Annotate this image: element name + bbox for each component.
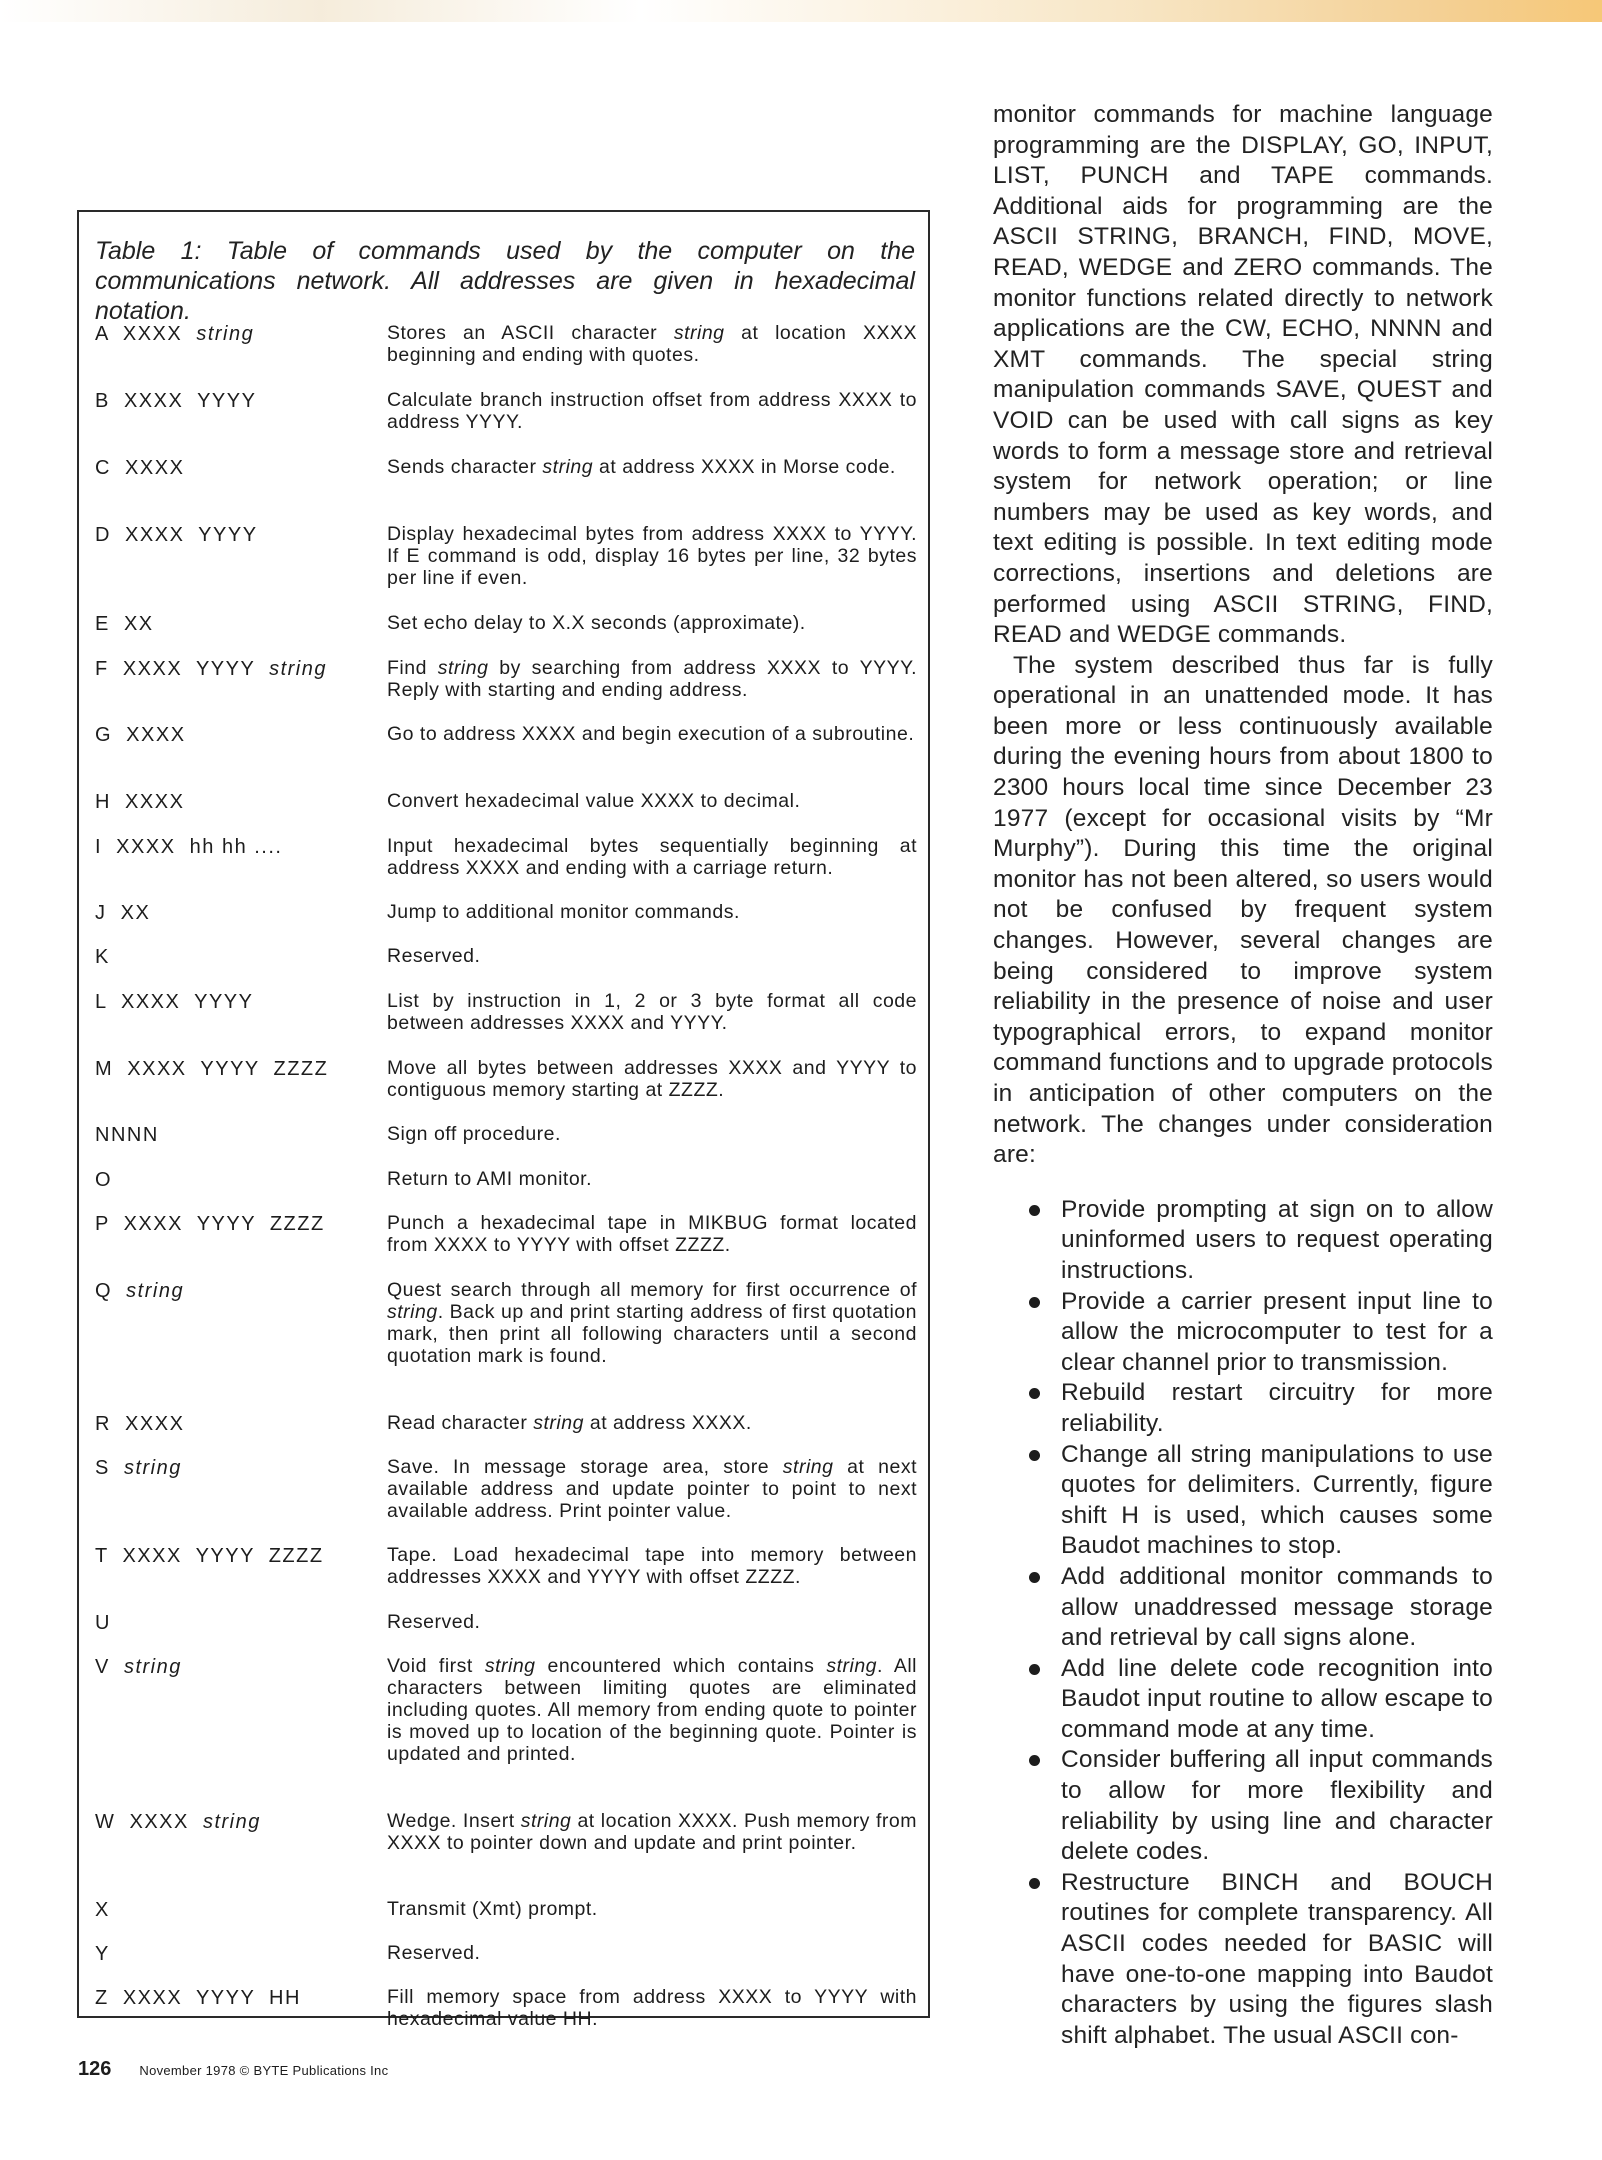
command-code: M XXXX YYYY ZZZZ	[95, 1058, 329, 1080]
command-code: H XXXX	[95, 791, 185, 813]
command-code: P XXXX YYYY ZZZZ	[95, 1213, 325, 1235]
command-code: V string	[95, 1656, 182, 1678]
table-row	[95, 1655, 920, 1765]
changes-bullet-list	[993, 1195, 1493, 2052]
command-description: Wedge. Insert string at location XXXX. Push memory from XXXX to pointer down and update and print pointer.	[387, 1810, 917, 1854]
command-description: Set echo delay to X.X seconds (approximate).	[387, 612, 806, 634]
bullet-icon	[1029, 1664, 1040, 1675]
table-row	[95, 790, 920, 814]
table-row	[95, 1412, 920, 1436]
command-code: R XXXX	[95, 1413, 185, 1435]
paragraph-system-status: The system described thus far is fully operational in an unattended mode. It has been more or less continuously available during the evening hours from about 1800 to 2300 hours local time since December 23 1977 (except for occasional visits by “Mr Murphy”). During this time the original monitor has not been altered, so users would not be confused by frequent system changes. However, several changes are being considered to improve system reliability in the presence of noise and user typographical errors, to expand monitor command functions and to upgrade protocols in anticipation of other computers on the network. The changes under consideration are:	[993, 651, 1493, 1169]
command-description: Move all bytes between addresses XXXX and YYYY to contiguous memory starting at ZZZZ.	[387, 1057, 917, 1101]
table-row	[95, 901, 920, 925]
command-description: Save. In message storage area, store string at next available address and update pointer to point to next available address. Print pointer value.	[387, 1456, 917, 1522]
command-description: Reserved.	[387, 1942, 481, 1964]
table-row	[95, 723, 920, 747]
command-description: Display hexadecimal bytes from address XXXX to YYYY. If E command is odd, display 16 bytes per line, 32 bytes per line if even.	[387, 523, 917, 589]
command-code: K	[95, 946, 110, 968]
command-code: Q string	[95, 1280, 185, 1302]
command-description: Sends character string at address XXXX in Morse code.	[387, 456, 896, 478]
bullet-icon	[1029, 1450, 1040, 1461]
table-row	[95, 1611, 920, 1635]
table-row	[95, 1212, 920, 1256]
list-item: Rebuild restart circuitry for more reliability.	[993, 1378, 1493, 1439]
command-code: S string	[95, 1457, 182, 1479]
bullet-icon	[1029, 1297, 1040, 1308]
table-row	[95, 1168, 920, 1192]
table-row	[95, 1942, 920, 1966]
list-item: Add additional monitor commands to allow unaddressed message storage and retrieval by call signs alone.	[993, 1562, 1493, 1654]
bullet-icon	[1029, 1205, 1040, 1216]
table-row	[95, 612, 920, 636]
command-description: Jump to additional monitor commands.	[387, 901, 740, 923]
table-row	[95, 1810, 920, 1854]
command-description: Stores an ASCII character string at location XXXX beginning and ending with quotes.	[387, 322, 917, 366]
command-code: T XXXX YYYY ZZZZ	[95, 1545, 324, 1567]
command-description: Reserved.	[387, 1611, 481, 1633]
command-code: E XX	[95, 613, 154, 635]
command-description: Fill memory space from address XXXX to YYYY with hexadecimal value HH.	[387, 1986, 917, 2030]
command-code: A XXXX string	[95, 323, 255, 345]
table-row	[95, 389, 920, 433]
command-code: F XXXX YYYY string	[95, 658, 327, 680]
command-code: G XXXX	[95, 724, 186, 746]
table-row	[95, 945, 920, 969]
table-row	[95, 322, 920, 366]
article-text-column	[993, 100, 1493, 2051]
table-row	[95, 1279, 920, 1367]
bullet-icon	[1029, 1878, 1040, 1889]
command-description: Go to address XXXX and begin execution of a subroutine.	[387, 723, 915, 745]
command-code: Z XXXX YYYY HH	[95, 1987, 301, 2009]
table-row	[95, 1986, 920, 2030]
list-item: Change all string manipulations to use quotes for delimiters. Currently, figure shift H is used, which causes some Baudot machines to stop.	[993, 1440, 1493, 1562]
command-code: B XXXX YYYY	[95, 390, 257, 412]
command-code: J XX	[95, 902, 151, 924]
command-description: Find string by searching from address XXXX to YYYY. Reply with starting and ending address.	[387, 657, 917, 701]
command-code: Y	[95, 1943, 110, 1965]
command-description: Calculate branch instruction offset from address XXXX to address YYYY.	[387, 389, 917, 433]
table-row	[95, 835, 920, 879]
command-code: X	[95, 1899, 110, 1921]
bullet-icon	[1029, 1572, 1040, 1583]
table-row	[95, 657, 920, 701]
table-caption: Table 1: Table of commands used by the computer on the communications network. All addresses are given in hexadecimal notation.	[95, 237, 915, 325]
command-code: U	[95, 1612, 111, 1634]
bullet-icon	[1029, 1755, 1040, 1766]
table-row	[95, 990, 920, 1034]
table-row	[95, 1456, 920, 1522]
page-number: 126	[78, 2058, 112, 2080]
command-code: D XXXX YYYY	[95, 524, 258, 546]
command-description: Reserved.	[387, 945, 481, 967]
command-code: O	[95, 1169, 113, 1191]
command-description: Return to AMI monitor.	[387, 1168, 593, 1190]
table-row	[95, 523, 920, 589]
command-code: I XXXX hh hh ....	[95, 836, 283, 858]
list-item: Provide prompting at sign on to allow uninformed users to request operating instructions.	[993, 1195, 1493, 1287]
command-description: Void first string encountered which contains string. All characters between limiting quotes are eliminated including quotes. All memory from ending quote to pointer is moved up to location of the beginning quote. Pointer is updated and printed.	[387, 1655, 918, 1765]
command-description: List by instruction in 1, 2 or 3 byte format all code between addresses XXXX and YYYY.	[387, 990, 917, 1034]
paragraph-monitor-commands: monitor commands for machine language programming are the DISPLAY, GO, INPUT, LIST, PUNCH and TAPE commands. Additional aids for programming are the ASCII STRING, BRANCH, FIND, MOVE, READ, WEDGE and ZERO commands. The monitor functions related directly to network applications are the CW, ECHO, NNNN and XMT commands. The special string manipulation commands SAVE, QUEST and VOID can be used with call signs as key words to form a message store and retrieval system for network operation; or line numbers may be used as key words, and text editing is possible. In text editing mode corrections, insertions and deletions are performed using ASCII STRING, FIND, READ and WEDGE commands.	[993, 101, 1493, 649]
command-description: Read character string at address XXXX.	[387, 1412, 752, 1434]
list-item: Consider buffering all input commands to allow for more flexibility and reliability by using line and character delete codes.	[993, 1745, 1493, 1867]
command-description: Punch a hexadecimal tape in MIKBUG format located from XXXX to YYYY with offset ZZZZ.	[387, 1212, 917, 1256]
page-footer	[78, 2058, 388, 2081]
table-row	[95, 1898, 920, 1922]
bullet-icon	[1029, 1388, 1040, 1399]
command-description: Sign off procedure.	[387, 1123, 561, 1145]
publication-credit: November 1978 © BYTE Publications Inc	[139, 2063, 389, 2078]
list-item: Add line delete code recognition into Baudot input routine to allow escape to command mode at any time.	[993, 1654, 1493, 1746]
command-description: Convert hexadecimal value XXXX to decimal.	[387, 790, 801, 812]
command-description: Input hexadecimal bytes sequentially beginning at address XXXX and ending with a carriage return.	[387, 835, 917, 879]
command-code: C XXXX	[95, 457, 185, 479]
table-row	[95, 1123, 920, 1147]
table-row	[95, 1544, 920, 1588]
list-item: Provide a carrier present input line to allow the microcomputer to test for a clear channel prior to transmission.	[993, 1287, 1493, 1379]
table-row	[95, 1057, 920, 1101]
list-item: Restructure BINCH and BOUCH routines for complete transparency. All ASCII codes needed for BASIC will have one-to-one mapping into Baudot characters by using the figures slash shift alphabet. The usual ASCII con-	[993, 1868, 1493, 2052]
command-description: Transmit (Xmt) prompt.	[387, 1898, 598, 1920]
command-description: Quest search through all memory for first occurrence of string. Back up and print starting address of first quotation mark, then print all following characters until a second quotation mark is found.	[387, 1279, 917, 1367]
commands-table	[77, 210, 930, 2030]
command-code: W XXXX string	[95, 1811, 261, 1833]
top-print-stripe	[0, 0, 1602, 22]
table-row	[95, 456, 920, 480]
command-code: L XXXX YYYY	[95, 991, 254, 1013]
command-code: NNNN	[95, 1124, 159, 1146]
command-description: Tape. Load hexadecimal tape into memory between addresses XXXX and YYYY with offset ZZZZ.	[387, 1544, 917, 1588]
